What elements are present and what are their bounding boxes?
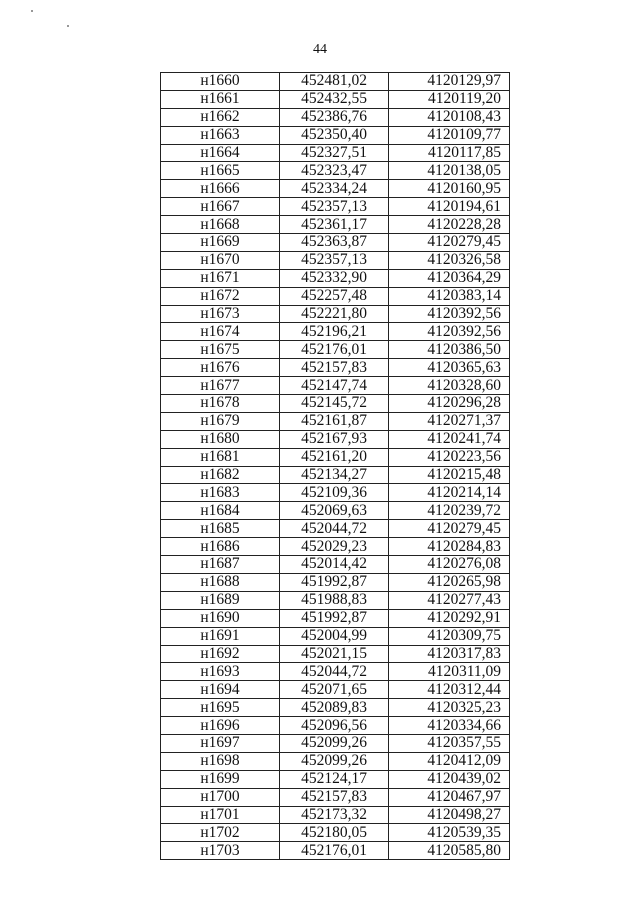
table-row	[161, 341, 510, 359]
table-row	[161, 395, 510, 413]
point-id-cell: н1686	[161, 538, 280, 556]
point-id-cell: н1703	[161, 842, 280, 860]
point-id-cell: н1681	[161, 448, 280, 466]
point-id-cell: н1675	[161, 341, 280, 359]
point-id-cell: н1674	[161, 323, 280, 341]
y-coordinate-cell: 4120279,45	[389, 234, 510, 252]
table-row	[161, 699, 510, 717]
table-row	[161, 717, 510, 735]
table-row	[161, 752, 510, 770]
x-coordinate-cell: 452357,13	[280, 198, 389, 216]
point-id-cell: н1698	[161, 752, 280, 770]
x-coordinate-cell: 452069,63	[280, 502, 389, 520]
y-coordinate-cell: 4120357,55	[389, 734, 510, 752]
x-coordinate-cell: 452157,83	[280, 788, 389, 806]
point-id-cell: н1677	[161, 377, 280, 395]
x-coordinate-cell: 452334,24	[280, 180, 389, 198]
y-coordinate-cell: 4120383,14	[389, 287, 510, 305]
x-coordinate-cell: 452350,40	[280, 126, 389, 144]
y-coordinate-cell: 4120392,56	[389, 323, 510, 341]
x-coordinate-cell: 452481,02	[280, 73, 389, 91]
y-coordinate-cell: 4120412,09	[389, 752, 510, 770]
x-coordinate-cell: 452323,47	[280, 162, 389, 180]
table-row	[161, 627, 510, 645]
point-id-cell: н1668	[161, 216, 280, 234]
table-row	[161, 645, 510, 663]
table-row	[161, 430, 510, 448]
y-coordinate-cell: 4120109,77	[389, 126, 510, 144]
table-row	[161, 556, 510, 574]
point-id-cell: н1693	[161, 663, 280, 681]
x-coordinate-cell: 452021,15	[280, 645, 389, 663]
point-id-cell: н1661	[161, 90, 280, 108]
point-id-cell: н1665	[161, 162, 280, 180]
table-row	[161, 359, 510, 377]
point-id-cell: н1687	[161, 556, 280, 574]
point-id-cell: н1684	[161, 502, 280, 520]
x-coordinate-cell: 452357,13	[280, 251, 389, 269]
point-id-cell: н1670	[161, 251, 280, 269]
y-coordinate-cell: 4120439,02	[389, 770, 510, 788]
x-coordinate-cell: 452096,56	[280, 717, 389, 735]
point-id-cell: н1660	[161, 73, 280, 91]
table-row	[161, 573, 510, 591]
point-id-cell: н1691	[161, 627, 280, 645]
table-row	[161, 323, 510, 341]
y-coordinate-cell: 4120119,20	[389, 90, 510, 108]
table-row	[161, 538, 510, 556]
y-coordinate-cell: 4120328,60	[389, 377, 510, 395]
y-coordinate-cell: 4120585,80	[389, 842, 510, 860]
point-id-cell: н1679	[161, 412, 280, 430]
y-coordinate-cell: 4120138,05	[389, 162, 510, 180]
table-row	[161, 198, 510, 216]
x-coordinate-cell: 452332,90	[280, 269, 389, 287]
table-row	[161, 609, 510, 627]
table-row	[161, 251, 510, 269]
table-row	[161, 734, 510, 752]
x-coordinate-cell: 452386,76	[280, 108, 389, 126]
x-coordinate-cell: 452327,51	[280, 144, 389, 162]
point-id-cell: н1663	[161, 126, 280, 144]
point-id-cell: н1692	[161, 645, 280, 663]
table-row	[161, 824, 510, 842]
y-coordinate-cell: 4120284,83	[389, 538, 510, 556]
table-row	[161, 144, 510, 162]
x-coordinate-cell: 452099,26	[280, 752, 389, 770]
y-coordinate-cell: 4120276,08	[389, 556, 510, 574]
x-coordinate-cell: 452029,23	[280, 538, 389, 556]
y-coordinate-cell: 4120334,66	[389, 717, 510, 735]
table-row	[161, 842, 510, 860]
x-coordinate-cell: 452157,83	[280, 359, 389, 377]
x-coordinate-cell: 452173,32	[280, 806, 389, 824]
x-coordinate-cell: 451992,87	[280, 573, 389, 591]
x-coordinate-cell: 452109,36	[280, 484, 389, 502]
x-coordinate-cell: 452145,72	[280, 395, 389, 413]
table-row	[161, 681, 510, 699]
x-coordinate-cell: 452099,26	[280, 734, 389, 752]
y-coordinate-cell: 4120279,45	[389, 520, 510, 538]
point-id-cell: н1697	[161, 734, 280, 752]
y-coordinate-cell: 4120223,56	[389, 448, 510, 466]
y-coordinate-cell: 4120498,27	[389, 806, 510, 824]
x-coordinate-cell: 452124,17	[280, 770, 389, 788]
page-number: 44	[313, 42, 327, 57]
point-id-cell: н1662	[161, 108, 280, 126]
y-coordinate-cell: 4120108,43	[389, 108, 510, 126]
table-row	[161, 108, 510, 126]
table-row	[161, 216, 510, 234]
y-coordinate-cell: 4120241,74	[389, 430, 510, 448]
table-row	[161, 412, 510, 430]
y-coordinate-cell: 4120326,58	[389, 251, 510, 269]
x-coordinate-cell: 452004,99	[280, 627, 389, 645]
x-coordinate-cell: 452196,21	[280, 323, 389, 341]
point-id-cell: н1689	[161, 591, 280, 609]
x-coordinate-cell: 452167,93	[280, 430, 389, 448]
table-row	[161, 377, 510, 395]
table-row	[161, 90, 510, 108]
x-coordinate-cell: 451988,83	[280, 591, 389, 609]
y-coordinate-cell: 4120364,29	[389, 269, 510, 287]
point-id-cell: н1671	[161, 269, 280, 287]
y-coordinate-cell: 4120386,50	[389, 341, 510, 359]
coordinates-table-body	[161, 73, 510, 860]
point-id-cell: н1700	[161, 788, 280, 806]
point-id-cell: н1682	[161, 466, 280, 484]
y-coordinate-cell: 4120265,98	[389, 573, 510, 591]
table-row	[161, 788, 510, 806]
y-coordinate-cell: 4120228,28	[389, 216, 510, 234]
x-coordinate-cell: 452134,27	[280, 466, 389, 484]
table-row	[161, 591, 510, 609]
x-coordinate-cell: 452044,72	[280, 663, 389, 681]
x-coordinate-cell: 452014,42	[280, 556, 389, 574]
table-row	[161, 73, 510, 91]
y-coordinate-cell: 4120311,09	[389, 663, 510, 681]
point-id-cell: н1701	[161, 806, 280, 824]
table-row	[161, 770, 510, 788]
point-id-cell: н1694	[161, 681, 280, 699]
x-coordinate-cell: 452221,80	[280, 305, 389, 323]
point-id-cell: н1699	[161, 770, 280, 788]
point-id-cell: н1696	[161, 717, 280, 735]
point-id-cell: н1678	[161, 395, 280, 413]
x-coordinate-cell: 452044,72	[280, 520, 389, 538]
table-row	[161, 806, 510, 824]
x-coordinate-cell: 451992,87	[280, 609, 389, 627]
y-coordinate-cell: 4120312,44	[389, 681, 510, 699]
x-coordinate-cell: 452089,83	[280, 699, 389, 717]
point-id-cell: н1669	[161, 234, 280, 252]
table-row	[161, 234, 510, 252]
point-id-cell: н1673	[161, 305, 280, 323]
x-coordinate-cell: 452176,01	[280, 341, 389, 359]
y-coordinate-cell: 4120309,75	[389, 627, 510, 645]
y-coordinate-cell: 4120239,72	[389, 502, 510, 520]
x-coordinate-cell: 452257,48	[280, 287, 389, 305]
point-id-cell: н1664	[161, 144, 280, 162]
y-coordinate-cell: 4120392,56	[389, 305, 510, 323]
x-coordinate-cell: 452432,55	[280, 90, 389, 108]
x-coordinate-cell: 452071,65	[280, 681, 389, 699]
scan-speck	[31, 10, 33, 12]
table-row	[161, 269, 510, 287]
y-coordinate-cell: 4120160,95	[389, 180, 510, 198]
point-id-cell: н1690	[161, 609, 280, 627]
table-row	[161, 484, 510, 502]
point-id-cell: н1695	[161, 699, 280, 717]
y-coordinate-cell: 4120365,63	[389, 359, 510, 377]
point-id-cell: н1683	[161, 484, 280, 502]
table-row	[161, 448, 510, 466]
y-coordinate-cell: 4120117,85	[389, 144, 510, 162]
point-id-cell: н1672	[161, 287, 280, 305]
y-coordinate-cell: 4120296,28	[389, 395, 510, 413]
y-coordinate-cell: 4120194,61	[389, 198, 510, 216]
x-coordinate-cell: 452161,20	[280, 448, 389, 466]
y-coordinate-cell: 4120325,23	[389, 699, 510, 717]
table-row	[161, 287, 510, 305]
y-coordinate-cell: 4120129,97	[389, 73, 510, 91]
point-id-cell: н1666	[161, 180, 280, 198]
table-row	[161, 162, 510, 180]
point-id-cell: н1685	[161, 520, 280, 538]
point-id-cell: н1680	[161, 430, 280, 448]
table-row	[161, 180, 510, 198]
table-row	[161, 502, 510, 520]
y-coordinate-cell: 4120317,83	[389, 645, 510, 663]
coordinates-table	[160, 72, 510, 860]
x-coordinate-cell: 452176,01	[280, 842, 389, 860]
y-coordinate-cell: 4120215,48	[389, 466, 510, 484]
x-coordinate-cell: 452147,74	[280, 377, 389, 395]
x-coordinate-cell: 452361,17	[280, 216, 389, 234]
point-id-cell: н1702	[161, 824, 280, 842]
table-row	[161, 305, 510, 323]
x-coordinate-cell: 452161,87	[280, 412, 389, 430]
point-id-cell: н1676	[161, 359, 280, 377]
table-row	[161, 520, 510, 538]
x-coordinate-cell: 452180,05	[280, 824, 389, 842]
y-coordinate-cell: 4120467,97	[389, 788, 510, 806]
y-coordinate-cell: 4120277,43	[389, 591, 510, 609]
point-id-cell: н1688	[161, 573, 280, 591]
scan-speck	[67, 25, 69, 27]
table-row	[161, 466, 510, 484]
y-coordinate-cell: 4120214,14	[389, 484, 510, 502]
x-coordinate-cell: 452363,87	[280, 234, 389, 252]
y-coordinate-cell: 4120539,35	[389, 824, 510, 842]
y-coordinate-cell: 4120271,37	[389, 412, 510, 430]
point-id-cell: н1667	[161, 198, 280, 216]
table-row	[161, 126, 510, 144]
table-row	[161, 663, 510, 681]
y-coordinate-cell: 4120292,91	[389, 609, 510, 627]
